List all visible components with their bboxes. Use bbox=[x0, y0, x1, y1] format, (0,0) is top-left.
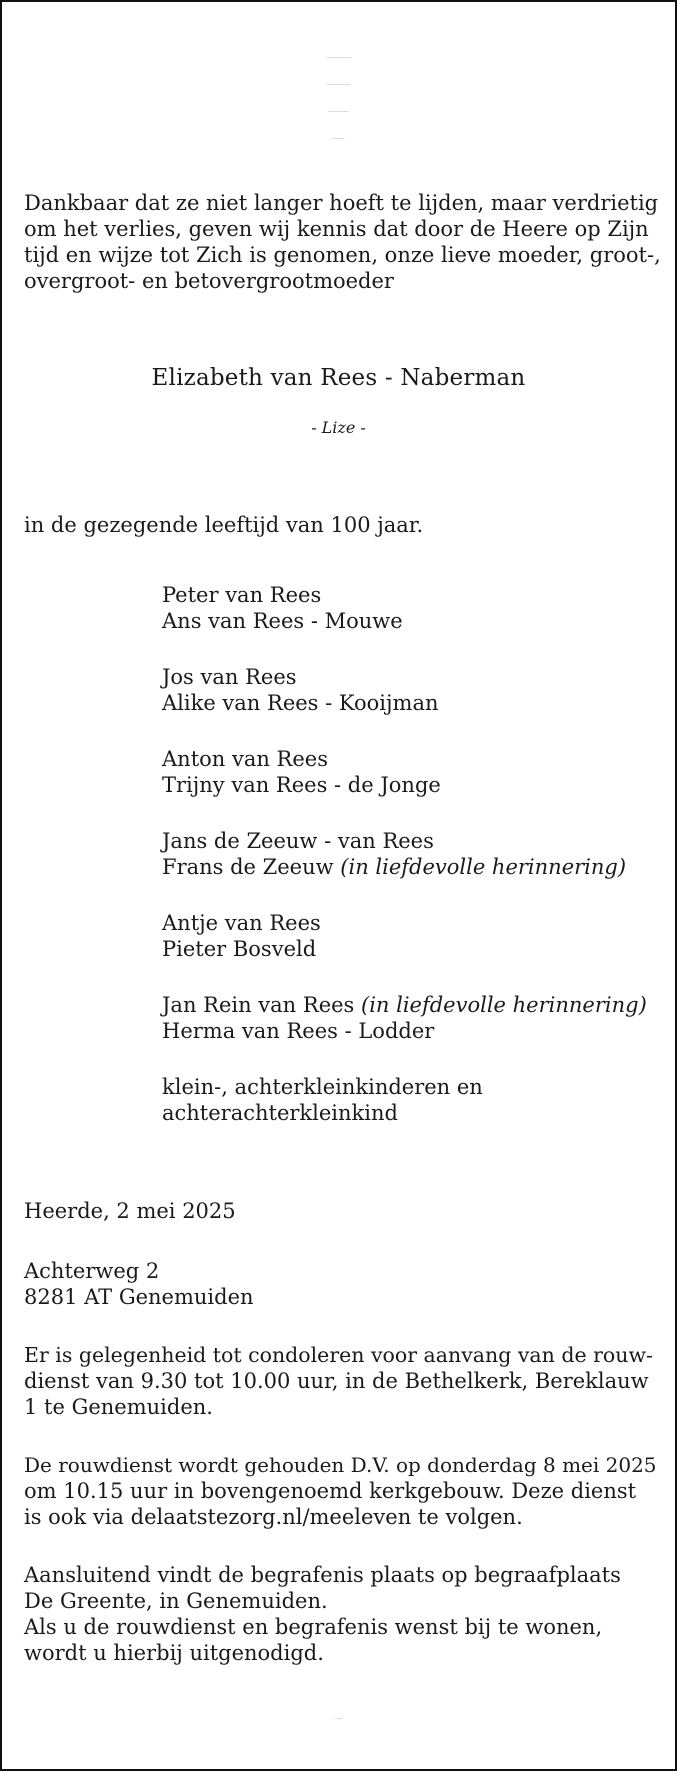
family-line: Trijny van Rees - de Jonge bbox=[162, 773, 441, 797]
age-line: in de gezegende leeftijd van 100 jaar. bbox=[24, 513, 424, 537]
intro-line: tijd en wijze tot Zich is genomen, onze lieve moeder, groot-, bbox=[24, 243, 661, 267]
service-line: De rouwdienst wordt gehouden D.V. op donderdag 8 mei 2025 bbox=[24, 1453, 657, 1477]
deceased-name: Elizabeth van Rees - Naberman bbox=[151, 365, 526, 391]
condolence-line: Er is gelegenheid tot condoleren voor aanvang van de rouw- bbox=[24, 1343, 653, 1367]
verse-line: Uw stok en Uw staf, die vertroosten mij. bbox=[328, 112, 349, 113]
intro-line: Dankbaar dat ze niet langer hoeft te lijden, maar verdrietig bbox=[24, 191, 659, 215]
address-line: 8281 AT Genemuiden bbox=[24, 1285, 254, 1309]
burial-line: De Greente, in Genemuiden. bbox=[24, 1589, 328, 1613]
intro-line: overgroot- en betovergrootmoeder bbox=[24, 269, 394, 293]
verse-reference: Psalm 23:4 (onberijmd) bbox=[332, 139, 345, 140]
deceased-nickname: - Lize - bbox=[311, 418, 366, 437]
memorial-note: (in liefdevolle herinnering) bbox=[361, 993, 647, 1017]
verse-line: Al ging ik ook in een dal der schaduw des doods, bbox=[326, 58, 351, 59]
condolence-line: dienst van 9.30 tot 10.00 uur, in de Bethelkerk, Bereklauw bbox=[24, 1369, 649, 1393]
burial-line: Aansluitend vindt de begrafenis plaats op begraafplaats bbox=[24, 1563, 621, 1587]
service-line: is ook via delaatstezorg.nl/meeleven te volgen. bbox=[24, 1505, 523, 1529]
condolence-line: 1 te Genemuiden. bbox=[24, 1395, 213, 1419]
address-line: Achterweg 2 bbox=[24, 1259, 160, 1283]
family-line: Ans van Rees - Mouwe bbox=[162, 609, 403, 633]
family-line: Herma van Rees - Lodder bbox=[162, 1019, 435, 1043]
family-line: Jan Rein van Rees (in liefdevolle herinnering) bbox=[162, 993, 647, 1017]
family-line: Peter van Rees bbox=[162, 583, 322, 607]
family-line: Antje van Rees bbox=[162, 911, 321, 935]
service-line: om 10.15 uur in bovengenoemd kerkgebouw. Deze dienst bbox=[24, 1479, 637, 1503]
family-line: Frans de Zeeuw (in liefdevolle herinnering) bbox=[162, 855, 627, 879]
place-date: Heerde, 2 mei 2025 bbox=[24, 1199, 236, 1223]
family-line: achterachterkleinkind bbox=[162, 1101, 398, 1125]
family-line: Pieter Bosveld bbox=[162, 937, 317, 961]
closing-note: Geen bloemen. bbox=[334, 1719, 343, 1720]
family-line: Jos van Rees bbox=[162, 665, 297, 689]
verse-line: ik zou geen kwaad vrezen, want Gij zijt met mij; bbox=[326, 85, 351, 86]
burial-line: wordt u hierbij uitgenodigd. bbox=[24, 1641, 324, 1665]
family-line: klein-, achterkleinkinderen en bbox=[162, 1075, 483, 1099]
memorial-note: (in liefdevolle herinnering) bbox=[340, 855, 627, 879]
intro-line: om het verlies, geven wij kennis dat door de Heere op Zijn bbox=[24, 217, 649, 241]
family-line: Jans de Zeeuw - van Rees bbox=[162, 829, 434, 853]
family-line: Alike van Rees - Kooijman bbox=[162, 691, 439, 715]
widow-line bbox=[2, 454, 675, 478]
burial-line: Als u de rouwdienst en begrafenis wenst bij te wonen, bbox=[24, 1615, 603, 1639]
family-line: Anton van Rees bbox=[162, 747, 329, 771]
